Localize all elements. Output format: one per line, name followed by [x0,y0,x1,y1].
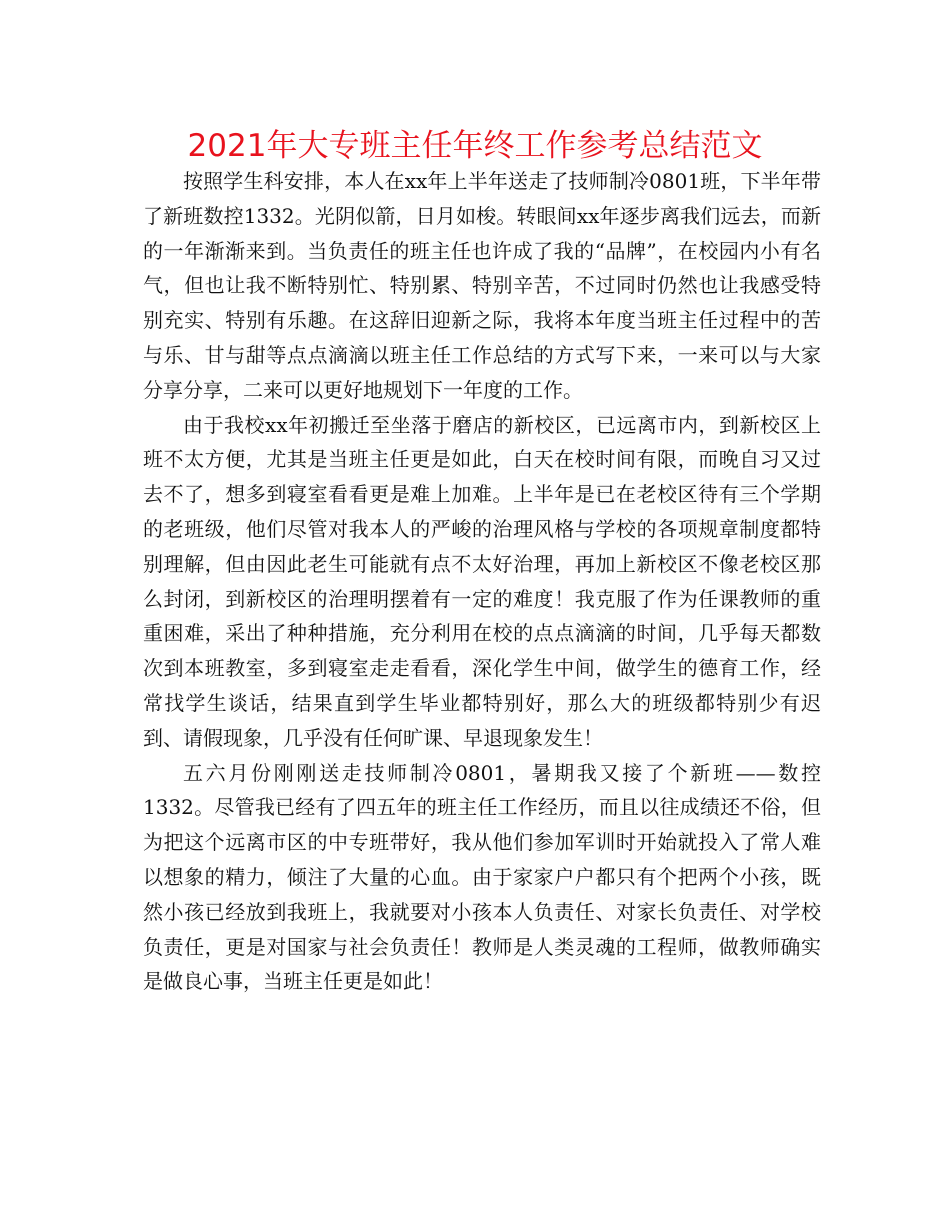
paragraph-2: 由于我校xx年初搬迁至坐落于磨店的新校区，已远离市内，到新校区上班不太方便，尤其是当班主任更是如此，白天在校时间有限，而晚自习又过去不了，想多到寝室看看更是难上加难。上半年是已在老校区待有三个学期的老班级，他们尽管对我本人的严峻的治理风格与学校的各项规章制度都特别理解，但由因此老生可能就有点不太好治理，再加上新校区不像老校区那么封闭，到新校区的治理明摆着有一定的难度！我克服了作为任课教师的重重困难，采出了种种措施，充分利用在校的点点滴滴的时间，几乎每天都数次到本班教室，多到寝室走走看看，深化学生中间，做学生的德育工作，经常找学生谈话，结果直到学生毕业都特别好，那么大的班级都特别少有迟到、请假现象，几乎没有任何旷课、早退现象发生！ [143,412,821,750]
paragraph-3: 五六月份刚刚送走技师制冷0801，暑期我又接了个新班——数控1332。尽管我已经有了四五年的班主任工作经历，而且以往成绩还不俗，但为把这个远离市区的中专班带好，我从他们参加军训时开始就投入了常人难以想象的精力，倾注了大量的心血。由于家家户户都只有个把两个小孩，既然小孩已经放到我班上，我就要对小孩本人负责任、对家长负责任、对学校负责任，更是对国家与社会负责任！教师是人类灵魂的工程师，做教师确实是做良心事，当班主任更是如此！ [143,760,821,994]
document-body [143,164,821,999]
document-title: 2021年大专班主任年终工作参考总结范文 [187,128,763,164]
paragraph-1: 按照学生科安排，本人在xx年上半年送走了技师制冷0801班，下半年带了新班数控1332。光阴似箭，日月如梭。转眼间xx年逐步离我们远去，而新的一年渐渐来到。当负责任的班主任也许成了我的“品牌”，在校园内小有名气，但也让我不断特别忙、特别累、特别辛苦，不过同时仍然也让我感受特别充实、特别有乐趣。在这辞旧迎新之际，我将本年度当班主任过程中的苦与乐、甘与甜等点点滴滴以班主任工作总结的方式写下来，一来可以与大家分享分享，二来可以更好地规划下一年度的工作。 [143,169,821,402]
